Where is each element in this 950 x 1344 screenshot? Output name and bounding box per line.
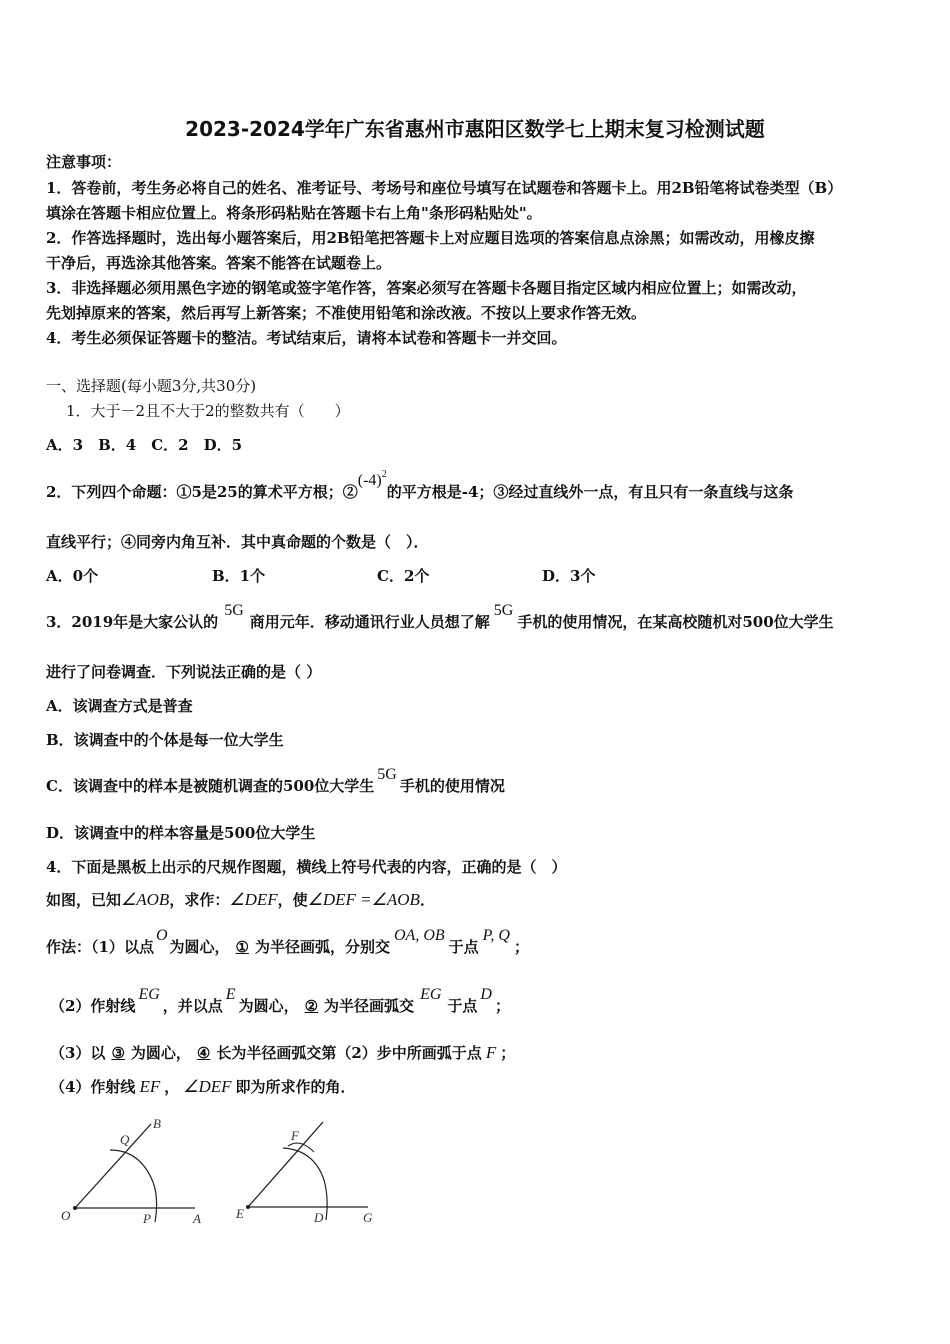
q2-exponent: 2	[381, 469, 387, 480]
q4-stem: 4．下面是黑板上出示的尺规作图题，横线上符号代表的内容，正确的是（ ）	[46, 858, 567, 876]
ray-ef	[248, 1122, 323, 1207]
q3-text: 手机的使用情况	[399, 777, 505, 795]
q2-line2: 直线平行；④同旁内角互补．其中真命题的个数是（ ）．	[46, 533, 429, 551]
q4-text: ．	[419, 891, 435, 909]
q4-text: 长为半径画弧交第（2）步中所画弧于点	[216, 1044, 482, 1062]
math-angle: ∠AOB	[121, 890, 170, 909]
notice-line: 1．答卷前，考生务必将自己的姓名、准考证号、考场号和座位号填写在试题卷和答题卡上。用2B铅笔将试卷类型（B）	[46, 179, 843, 197]
label-q: Q	[120, 1132, 130, 1147]
label-b: B	[153, 1116, 161, 1131]
q4-text: ；	[500, 1044, 516, 1062]
q2-option-c: C．2个	[377, 567, 430, 585]
notice-heading: 注意事项：	[46, 153, 122, 171]
q4-step4	[50, 1077, 356, 1097]
q4-text: ；	[513, 938, 529, 956]
q4-text: 为圆心，	[130, 1044, 191, 1062]
q4-text: 为圆心，	[238, 997, 299, 1015]
q3-text: 3．2019年是大家公认的	[46, 613, 219, 631]
ray-ob	[75, 1124, 151, 1208]
q2-text: 的平方根是-4；③经过直线外一点，有且只有一条直线与这条	[386, 483, 794, 501]
label-o: O	[61, 1208, 71, 1223]
q2-line1	[46, 469, 794, 505]
label-f: F	[291, 1128, 299, 1143]
q2-expr: (-4)	[357, 472, 382, 489]
label-p: P	[143, 1211, 151, 1226]
q3-option-d: D．该调查中的样本容量是500位大学生	[46, 824, 316, 842]
math-ray: EF	[139, 1077, 161, 1096]
q4-step2	[50, 986, 510, 1017]
blank-4: ④	[196, 1044, 211, 1062]
math-segments: OA, OB	[394, 927, 445, 944]
notice-line: 3．非选择题必须用黑色字迹的钢笔或签字笔作答，答案必须写在答题卡各题目指定区域内相应位置上；如需改动，	[46, 279, 807, 297]
blank-1: ①	[235, 938, 249, 956]
q4-text: 作法：（1）以点	[46, 938, 154, 956]
q4-text: ；	[494, 997, 510, 1015]
q4-text: ，并以点	[162, 997, 223, 1015]
q4-text: 为半径画弧交	[324, 997, 415, 1015]
page-title: 2023-2024学年广东省惠州市惠阳区数学七上期末复习检测试题	[185, 117, 765, 141]
q3-5g: 5G	[493, 602, 514, 619]
math-point: E	[225, 986, 236, 1003]
math-angle: ∠DEF	[229, 890, 278, 909]
q1-options: A．3 B．4 C．2 D．5	[46, 436, 243, 454]
q3-5g: 5G	[224, 602, 244, 619]
point-o	[73, 1206, 77, 1210]
figure-angle-aob	[55, 1110, 225, 1235]
point-e	[246, 1205, 250, 1209]
q4-step1	[46, 927, 529, 958]
q4-text: ，求作：	[169, 891, 230, 909]
q3-text: 手机的使用情况，在某高校随机对500位大学生	[517, 613, 834, 631]
q4-step3	[50, 1043, 515, 1063]
q4-text: （2）作射线	[50, 997, 136, 1015]
math-point: D	[480, 986, 492, 1003]
q3-line2: 进行了问卷调查．下列说法正确的是（ ）	[46, 663, 322, 681]
notice-line: 先划掉原来的答案，然后再写上新答案；不准使用铅笔和涂改液。不按以上要求作答无效。	[46, 304, 647, 322]
notice-line: 干净后，再选涂其他答案。答案不能答在试题卷上。	[46, 254, 392, 272]
q3-option-a: A．该调查方式是普查	[46, 697, 193, 715]
figure-angle-def	[228, 1110, 388, 1235]
q3-text: C．该调查中的样本是被随机调查的500位大学生	[46, 777, 375, 795]
math-angle: ∠DEF =∠AOB	[307, 890, 420, 909]
notice-line: 4．考生必须保证答题卡的整洁。考试结束后，请将本试卷和答题卡一并交回。	[46, 329, 567, 347]
math-point: O	[155, 927, 168, 944]
q4-text: 于点	[447, 997, 478, 1015]
math-angle: ∠DEF	[183, 1077, 232, 1096]
q2-option-b: B．1个	[212, 567, 266, 585]
q4-text: 为半径画弧，分别交	[254, 938, 390, 956]
q3-line1	[46, 602, 834, 633]
q4-text: ，	[164, 1078, 180, 1096]
q3-option-c	[46, 766, 505, 797]
label-g: G	[363, 1210, 373, 1225]
q4-text: 即为所求作的角．	[235, 1078, 356, 1096]
q3-option-b: B．该调查中的个体是每一位大学生	[46, 731, 284, 749]
q4-given	[46, 890, 435, 910]
q4-text: 为圆心，	[169, 938, 230, 956]
q4-text: （4）作射线	[50, 1078, 136, 1096]
label-a: A	[193, 1211, 201, 1226]
notice-line: 填涂在答题卡相应位置上。将条形码粘贴在答题卡右上角"条形码粘贴处"。	[46, 204, 542, 222]
blank-2: ②	[304, 997, 319, 1015]
math-ray: EG	[420, 986, 442, 1003]
math-ray: EG	[138, 986, 160, 1003]
q2-text: 2．下列四个命题：①5是25的算术平方根；②	[46, 483, 358, 501]
blank-3: ③	[111, 1044, 125, 1062]
q4-text: 如图，已知	[46, 891, 122, 909]
q1-stem: 1．大于－2且不大于2的整数共有（ ）	[66, 402, 350, 420]
q2-option-d: D．3个	[542, 567, 596, 585]
q3-text: 商用元年．移动通讯行业人员想了解	[249, 613, 490, 631]
section-heading: 一、选择题(每小题3分,共30分)	[46, 377, 257, 395]
q4-text: （3）以	[50, 1044, 106, 1062]
math-points: P, Q	[482, 927, 510, 944]
q2-option-a: A．0个	[46, 567, 99, 585]
label-e: E	[236, 1206, 244, 1221]
q4-text: ，使	[277, 891, 308, 909]
q4-text: 于点	[448, 938, 479, 956]
math-point: F	[485, 1043, 497, 1062]
notice-line: 2．作答选择题时，选出每小题答案后，用2B铅笔把答题卡上对应题目选项的答案信息点涂黑；如需改动，用橡皮擦	[46, 229, 815, 247]
label-d: D	[314, 1210, 324, 1225]
q3-5g: 5G	[377, 766, 397, 783]
